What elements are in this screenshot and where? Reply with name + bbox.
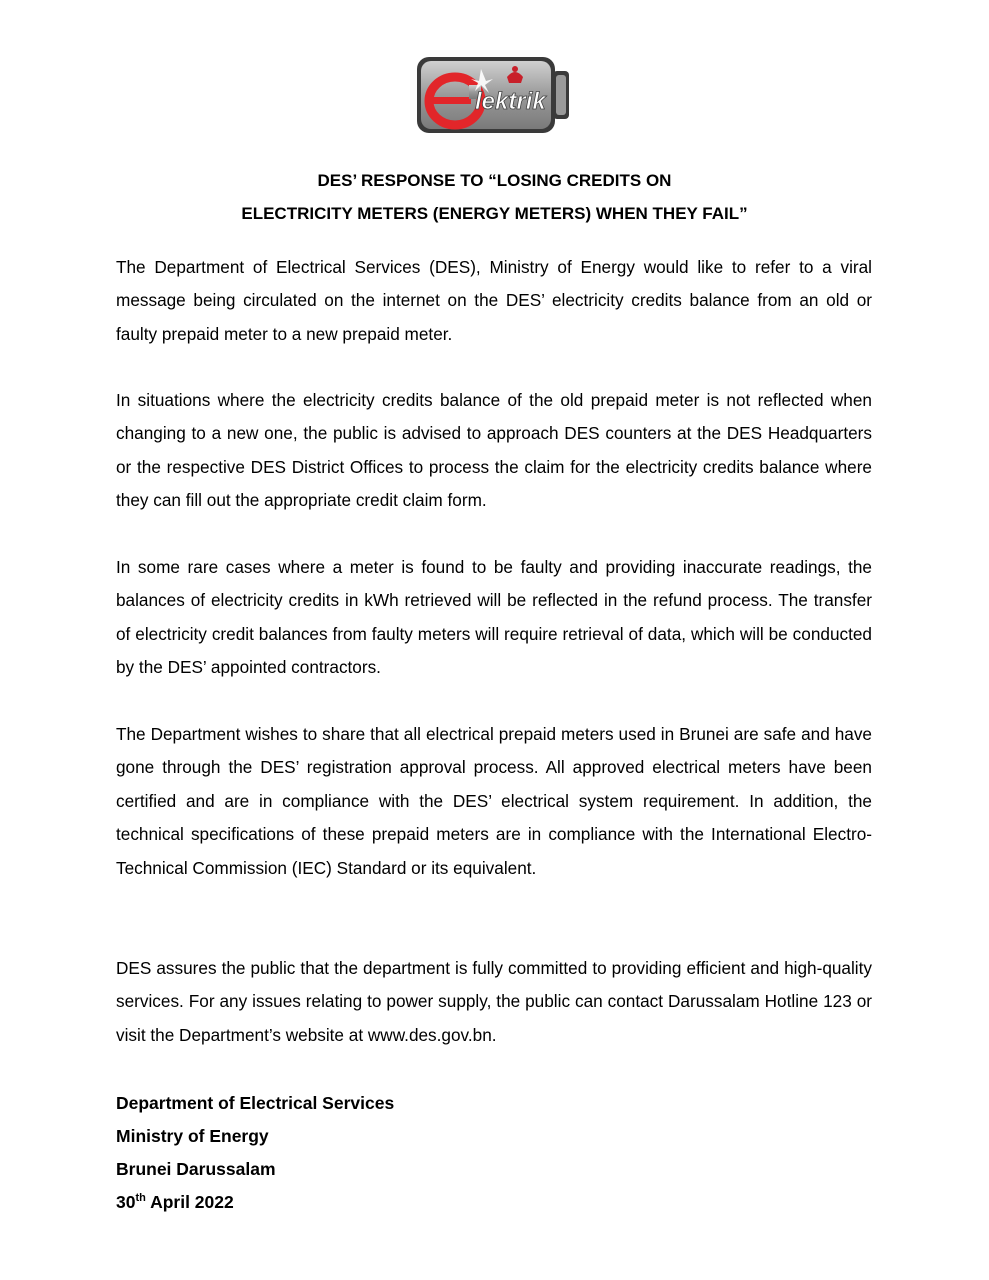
title-line-1: DES’ RESPONSE TO “LOSING CREDITS ON [317, 171, 672, 190]
signature-country: Brunei Darussalam [116, 1159, 276, 1179]
paragraph-intro: The Department of Electrical Services (DES), Ministry of Energy would like to refer to a viral message being circulated on the internet on the DES’ electricity credits balance from an old or faulty prepaid meter to a new prepaid meter. [116, 257, 872, 344]
date-month-year: April 2022 [145, 1192, 234, 1212]
paragraph-contact: DES assures the public that the department is fully committed to providing efficient and high-quality services. For any issues relating to power supply, the public can contact Darussalam Hotline 123 or visit the Department’s website at www.des.gov.bn. [116, 958, 872, 1045]
elektrik-logo [415, 55, 575, 137]
date-day: 30 [116, 1192, 136, 1212]
paragraph-faulty-meters: In some rare cases where a meter is found to be faulty and providing inaccurate readings, the balances of electricity credits in kWh retrieved will be reflected in the refund process. The transfer of electricity credit balances from faulty meters will require retrieval of data, which will be conducted by the DES’ appointed contractors. [116, 557, 872, 678]
date-suffix: th [135, 1192, 146, 1205]
signature-ministry: Ministry of Energy [116, 1126, 269, 1146]
title-line-2: ELECTRICITY METERS (ENERGY METERS) WHEN THEY FAIL” [241, 204, 748, 223]
paragraph-credit-claim: In situations where the electricity credits balance of the old prepaid meter is not reflected when changing to a new one, the public is advised to approach DES counters at the DES Headquarters or the respective DES District Offices to process the claim for the electricity credits balance where they can fill out the appropriate credit claim form. [116, 390, 872, 511]
signature-date [116, 1191, 234, 1213]
logo-wordmark: lektrik [475, 88, 546, 115]
paragraph-meter-safety: The Department wishes to share that all electrical prepaid meters used in Brunei are safe and have gone through the DES’ registration approval process. All approved electrical meters have been certified and are in compliance with the DES’ electrical system requirement. In addition, the technical specifications of these prepaid meters are in compliance with the International Electro-Technical Commission (IEC) Standard or its equivalent. [116, 724, 872, 878]
elektrik-logo-graphic [415, 55, 575, 137]
signature-department: Department of Electrical Services [116, 1093, 395, 1113]
